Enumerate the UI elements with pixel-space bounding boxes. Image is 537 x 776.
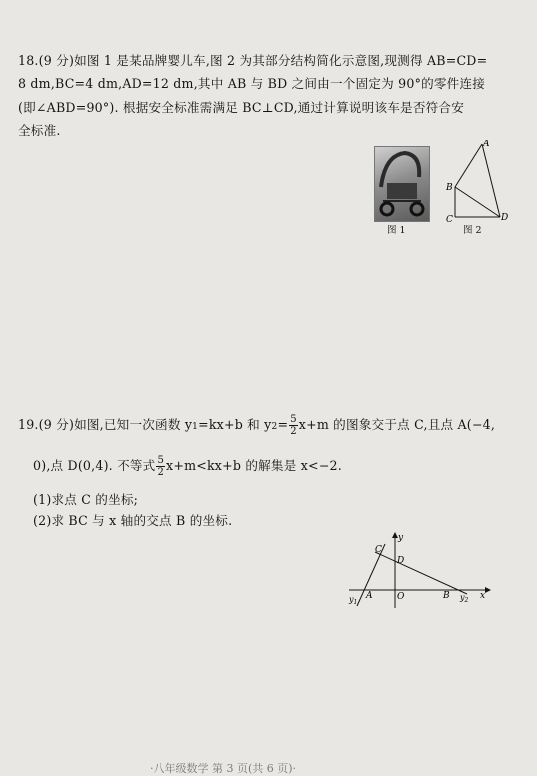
q19-line1-pre: 19.(9 分)如图,已知一次函数 y	[18, 417, 193, 432]
q18-line-2: 8 dm,BC=4 dm,AD=12 dm,其中 AB 与 BD 之间由一个固定为 90°的零件连接	[18, 76, 486, 91]
graph-label-a: A	[366, 591, 373, 601]
q19-line-2	[33, 455, 342, 478]
fig1-caption: 图 1	[387, 225, 406, 236]
q19-line2-post: x+m<kx+b 的解集是 x<−2.	[166, 458, 342, 473]
q19-line-1	[18, 414, 495, 437]
q18-line-3: (即∠ABD=90°). 根据安全标准需满足 BC⊥CD,通过计算说明该车是否符合安	[18, 100, 465, 115]
q19-line1-post: x+m 的图象交于点 C,且点 A(−4,	[298, 417, 496, 432]
stroller-photo	[374, 146, 430, 222]
fig2-label-a: A	[483, 140, 490, 149]
graph-label-y: y	[398, 533, 404, 543]
q19-graph	[345, 530, 495, 610]
graph-label-d: D	[397, 556, 405, 566]
fig2-caption: 图 2	[463, 225, 482, 236]
q19-subquestion-2: (2)求 BC 与 x 轴的交点 B 的坐标.	[33, 513, 233, 528]
fig2-label-b: B	[446, 183, 453, 193]
q19-line1-eq: =	[277, 417, 289, 432]
graph-label-b: B	[443, 591, 450, 601]
q19-line2-pre: 0),点 D(0,4). 不等式	[33, 458, 156, 473]
graph-label-y1: $y_1$	[349, 595, 358, 606]
q19-sub-2: 2	[271, 422, 278, 432]
fig2-label-d: D	[501, 213, 509, 223]
q19-fraction-2: $\frac{5}{2}$	[157, 455, 165, 478]
fig2-diagram	[440, 140, 515, 230]
page-footer: ·八年级数学 第 3 页(共 6 页)·	[150, 762, 297, 775]
graph-label-x: x	[480, 591, 486, 601]
q19-subquestion-1: (1)求点 C 的坐标;	[33, 492, 139, 507]
q18-line-4: 全标准.	[18, 123, 61, 138]
q19-sub-1: 1	[192, 422, 199, 432]
q19-line1-mid: =kx+b 和 y	[198, 417, 272, 432]
graph-label-y2: $y_2$	[460, 593, 469, 604]
fig2-label-c: C	[446, 215, 453, 225]
graph-label-c: C	[375, 545, 382, 555]
graph-label-o: O	[397, 592, 405, 602]
q18-line-1: 18.(9 分)如图 1 是某品牌婴儿车,图 2 为其部分结构简化示意图,现测得 AB=CD=	[18, 53, 488, 68]
q19-fraction-1: $\frac{5}{2}$	[290, 414, 297, 437]
